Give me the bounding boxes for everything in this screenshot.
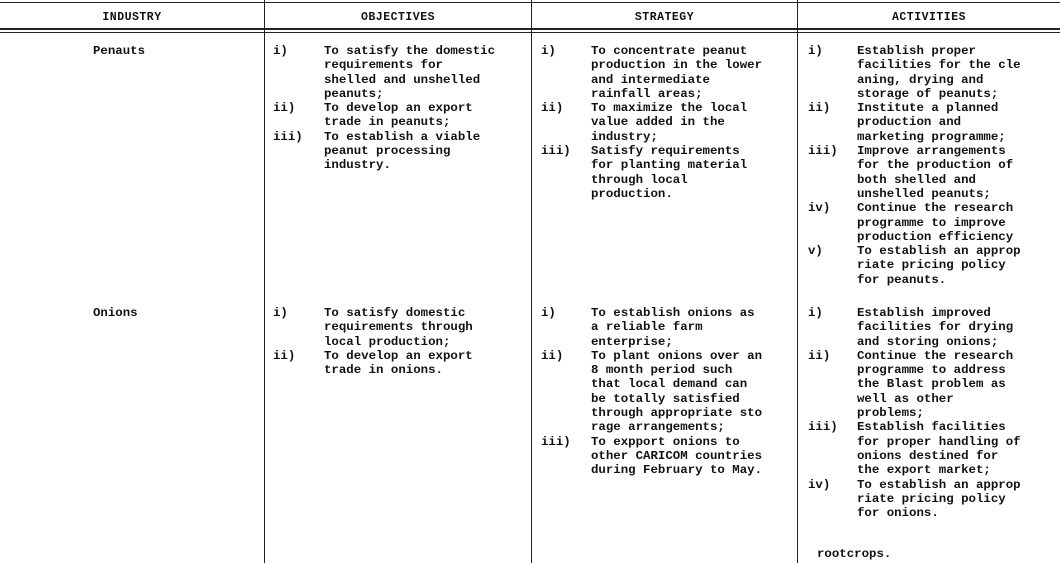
list-item — [808, 349, 1060, 420]
item-text: To plant onions over an 8 month period such that local demand can be totally satisfied through appropriate sto rage arrangements; — [591, 348, 763, 435]
item-number: iii) — [541, 144, 571, 159]
industry-cell: Penauts — [93, 44, 146, 58]
item-text: To maximize the local value added in the industry; — [591, 101, 748, 144]
item-text: Continue the research programme to improve production efficiency — [857, 201, 1014, 244]
item-number: iv) — [808, 477, 831, 492]
activities-cell — [808, 306, 1060, 520]
list-item — [273, 349, 529, 378]
item-text: To establish onions as a reliable farm enterprise; — [591, 306, 755, 349]
list-item — [273, 130, 529, 173]
table-top-border — [0, 2, 1060, 3]
strategy-cell — [541, 306, 795, 478]
item-number: iii) — [808, 144, 838, 159]
item-number: i) — [808, 306, 823, 320]
item-text: Improve arrangements for the production of both shelled and unshelled peanuts; — [857, 144, 1014, 201]
item-text: To establish a viable peanut processing industry. — [324, 129, 481, 173]
item-text: Institute a planned production and marketing programme; — [857, 101, 1006, 144]
item-number: ii) — [541, 101, 564, 116]
item-text: Establish improved facilities for drying and storing onions; — [857, 306, 1014, 349]
item-number: ii) — [808, 348, 831, 363]
item-number: iii) — [808, 420, 838, 435]
list-item — [541, 306, 795, 349]
item-number: iii) — [541, 434, 571, 449]
list-item — [808, 244, 1060, 287]
item-text: Establish facilities for proper handling of onions destined for the export market; — [857, 420, 1021, 478]
column-divider-3 — [797, 0, 798, 563]
item-number: ii) — [273, 348, 296, 363]
item-text: To establish an approp riate pricing policy for peanuts. — [857, 244, 1021, 287]
list-item — [273, 44, 529, 101]
list-item — [808, 44, 1060, 101]
item-number: ii) — [808, 101, 831, 116]
list-item — [541, 101, 795, 144]
item-text: Continue the research programme to address the Blast problem as well as other problems; — [857, 348, 1014, 421]
activities-cell — [808, 44, 1060, 287]
industry-cell: Onions — [93, 306, 138, 320]
footer-text: rootcrops. — [817, 547, 892, 561]
item-text: To satisfy domestic requirements through local production; — [324, 306, 473, 349]
objectives-cell — [273, 306, 529, 377]
item-text: To concentrate peanut production in the lower and intermediate rainfall areas; — [591, 44, 763, 101]
objectives-cell — [273, 44, 529, 173]
list-item — [808, 201, 1060, 244]
list-item — [808, 101, 1060, 144]
list-item — [808, 306, 1060, 349]
item-number: ii) — [541, 348, 564, 363]
item-text: To satisfy the domestic requirements for shelled and unshelled peanuts; — [324, 44, 496, 101]
header-activities: ACTIVITIES — [891, 11, 966, 24]
list-item — [808, 478, 1060, 521]
column-divider-2 — [531, 0, 532, 563]
list-item — [808, 144, 1060, 201]
item-text: Establish proper facilities for the cle aning, drying and storage of peanuts; — [857, 44, 1021, 101]
item-number: iii) — [273, 129, 303, 144]
list-item — [541, 44, 795, 101]
item-text: Satisfy requirements for planting material through local production. — [591, 144, 748, 201]
item-number: i) — [541, 306, 556, 320]
list-item — [541, 435, 795, 478]
strategy-cell — [541, 44, 795, 201]
header-strategy: STRATEGY — [634, 11, 695, 24]
column-divider-1 — [264, 0, 265, 563]
item-number: i) — [808, 44, 823, 58]
header-divider — [0, 28, 1060, 30]
list-item — [808, 420, 1060, 477]
header-objectives: OBJECTIVES — [360, 11, 435, 24]
item-number: iv) — [808, 201, 831, 216]
list-item — [541, 144, 795, 201]
list-item — [541, 349, 795, 435]
item-text: To expport onions to other CARICOM countries during February to May. — [591, 434, 763, 478]
item-text: To establish an approp riate pricing policy for onions. — [857, 477, 1021, 521]
header-industry: INDUSTRY — [102, 11, 162, 24]
item-text: To develop an export trade in onions. — [324, 348, 473, 378]
item-number: i) — [541, 44, 556, 58]
item-number: v) — [808, 244, 823, 259]
item-number: i) — [273, 306, 288, 320]
header-divider-secondary — [0, 32, 1060, 33]
list-item — [273, 306, 529, 349]
item-number: i) — [273, 44, 288, 58]
list-item — [273, 101, 529, 130]
item-text: To develop an export trade in peanuts; — [324, 101, 473, 130]
item-number: ii) — [273, 101, 296, 116]
